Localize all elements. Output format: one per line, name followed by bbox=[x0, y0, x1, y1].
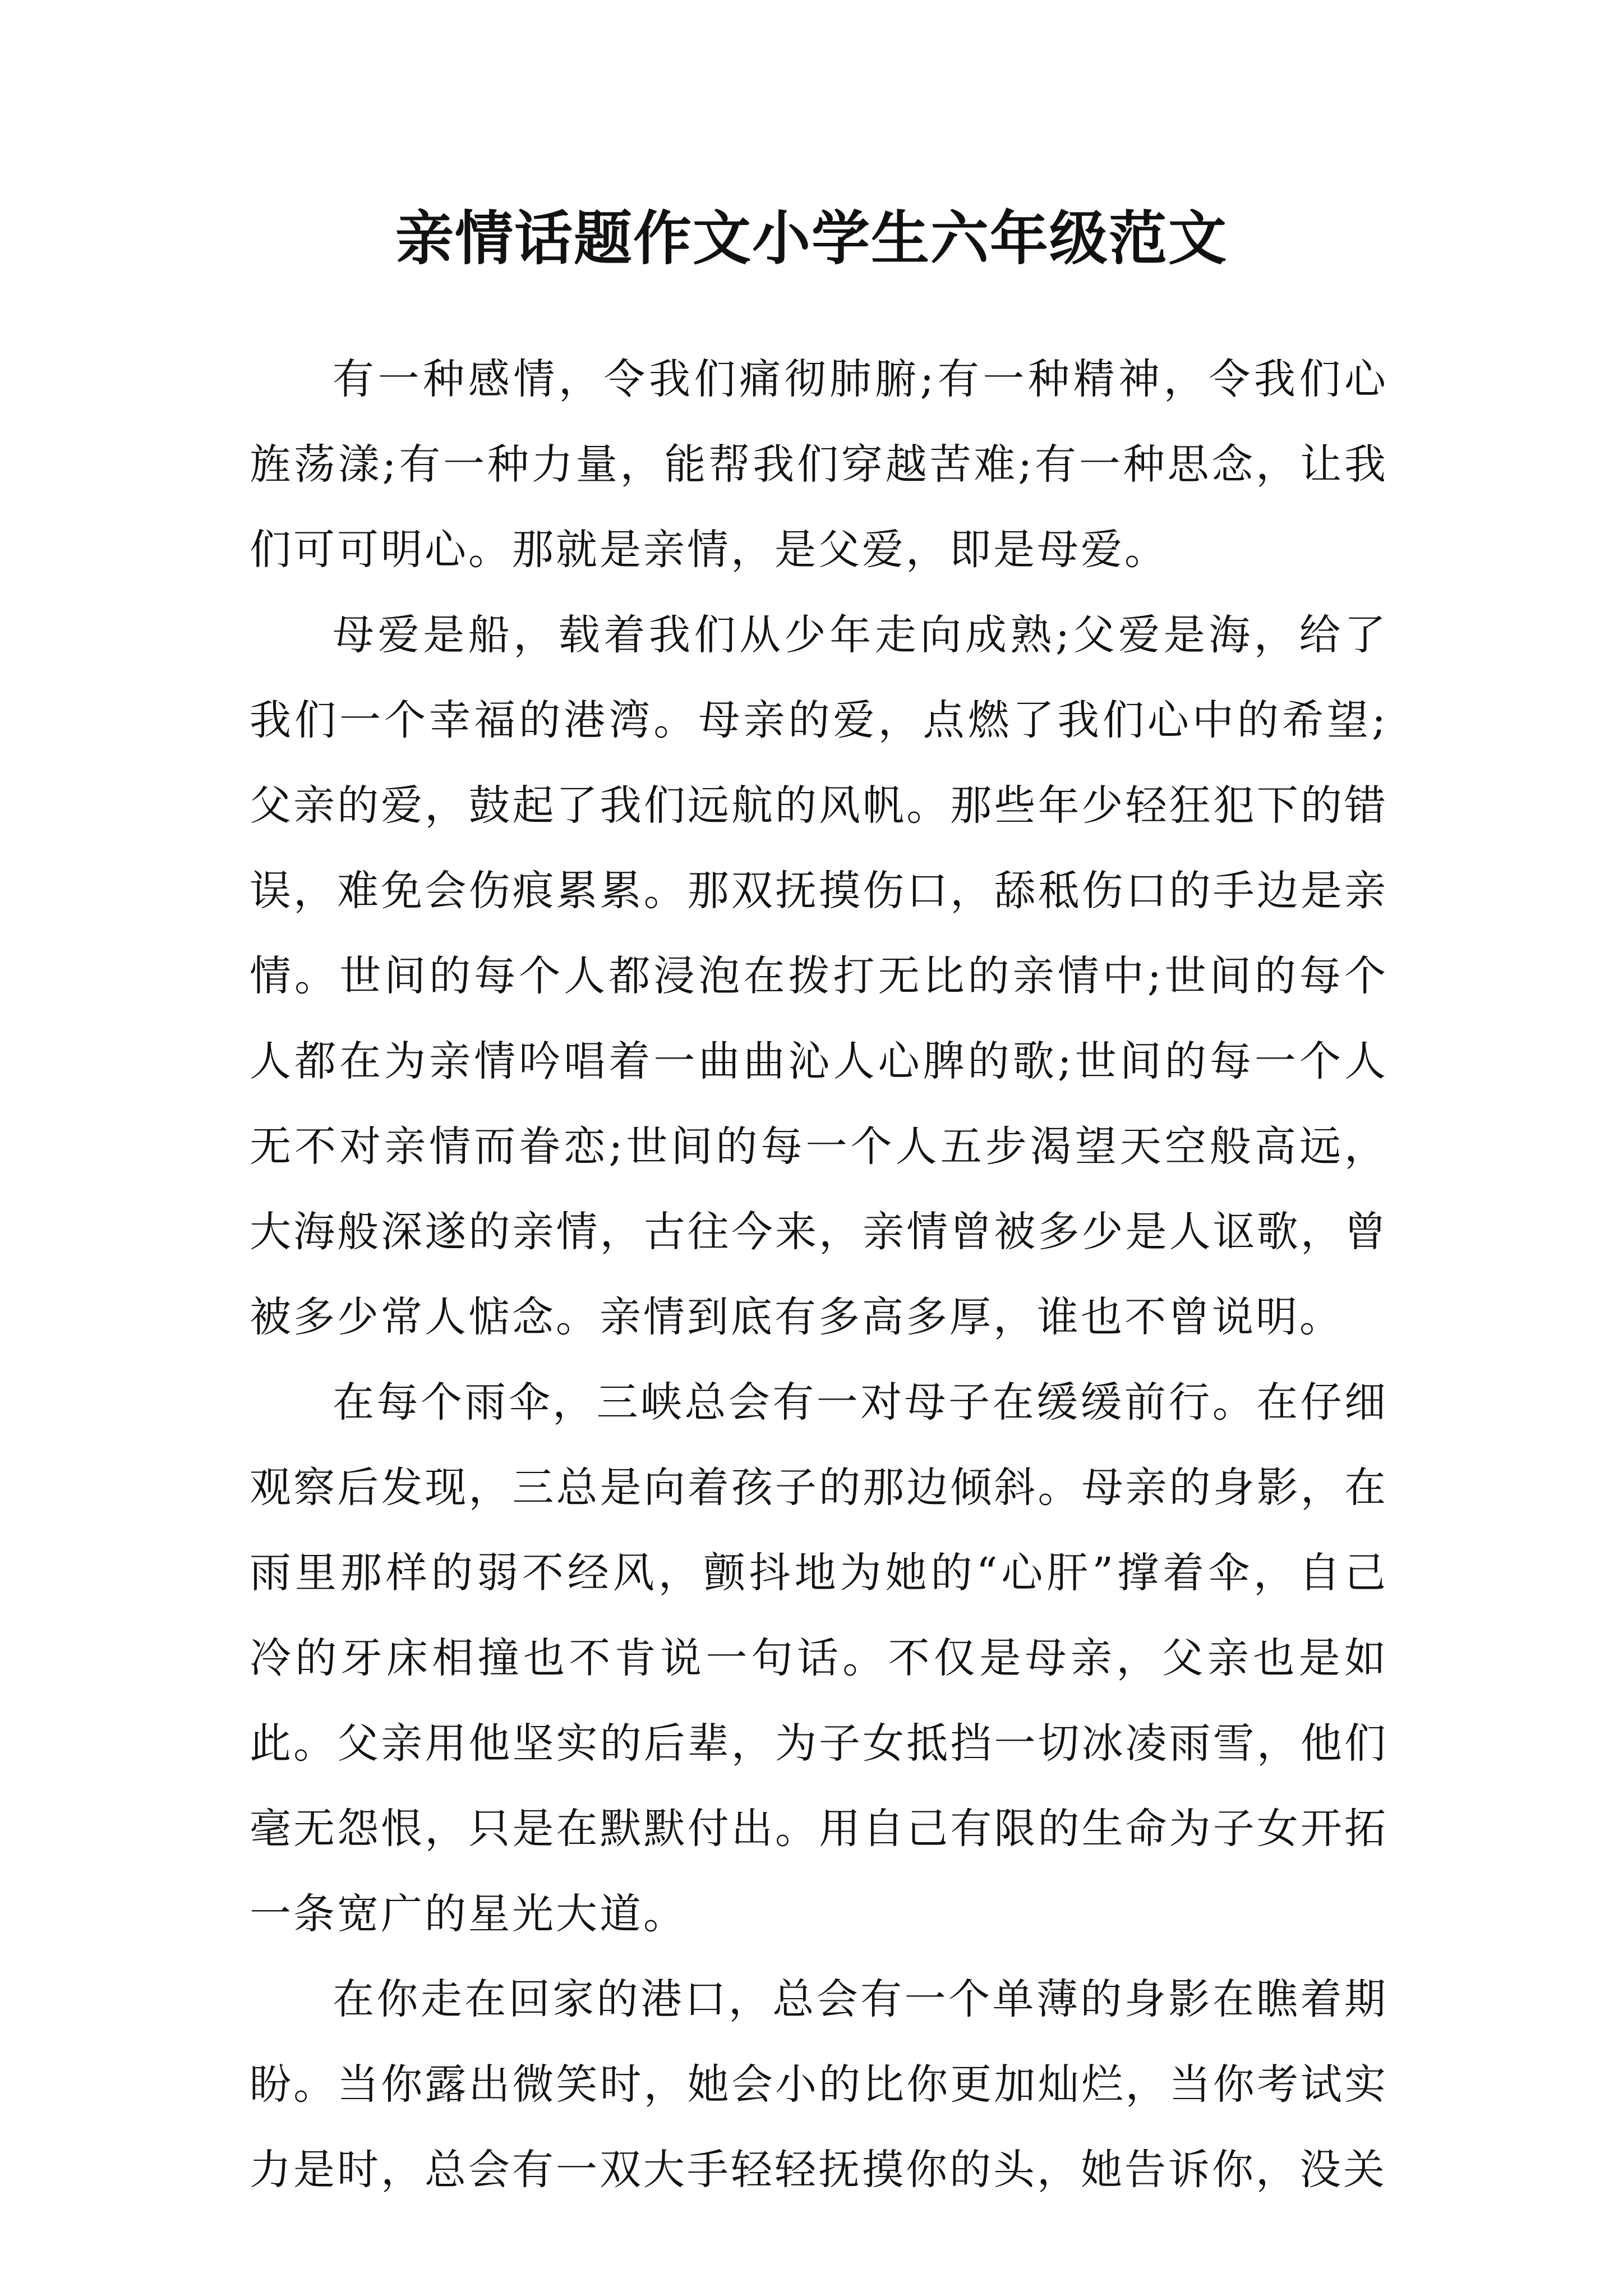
document-title: 亲情话题作文小学生六年级范文 bbox=[395, 204, 1228, 273]
document-body bbox=[250, 337, 1388, 2212]
paragraph-1: 有一种感情，令我们痛彻肺腑;有一种精神，令我们心旌荡漾;有一种力量，能帮我们穿越苦难;有一种思念，让我们可可明心。那就是亲情，是父爱，即是母爱。 bbox=[250, 355, 1388, 574]
paragraph-3: 在每个雨伞，三峡总会有一对母子在缓缓前行。在仔细观察后发现，三总是向着孩子的那边倾斜。母亲的身影，在雨里那样的弱不经风，颤抖地为她的“心肝”撑着伞，自己冷的牙床相撞也不肯说一句话。不仅是母亲，父亲也是如此。父亲用他坚实的后辈，为子女抵挡一切冰凌雨雪，他们毫无怨恨，只是在默默付出。用自己有限的生命为子女开拓一条宽广的星光大道。 bbox=[250, 1378, 1388, 1938]
paragraph-4: 在你走在回家的港口，总会有一个单薄的身影在瞧着期盼。当你露出微笑时，她会小的比你更加灿烂，当你考试实力是时，总会有一双大手轻轻抚摸你的头，她告诉你，没关 bbox=[250, 1975, 1388, 2194]
paragraph-2: 母爱是船，载着我们从少年走向成熟;父爱是海，给了我们一个幸福的港湾。母亲的爱，点燃了我们心中的希望;父亲的爱，鼓起了我们远航的风帆。那些年少轻狂犯下的错误，难免会伤痕累累。那双抚摸伤口，舔秪伤口的手边是亲情。世间的每个人都浸泡在拨打无比的亲情中;世间的每个人都在为亲情吟唱着一曲曲沁人心脾的歌;世间的每一个人无不对亲情而眷恋;世间的每一个人五步渴望天空般高远，大海般深遂的亲情，古往今来，亲情曾被多少是人讴歌，曾被多少常人惦念。亲情到底有多高多厚，谁也不曾说明。 bbox=[250, 611, 1388, 1341]
